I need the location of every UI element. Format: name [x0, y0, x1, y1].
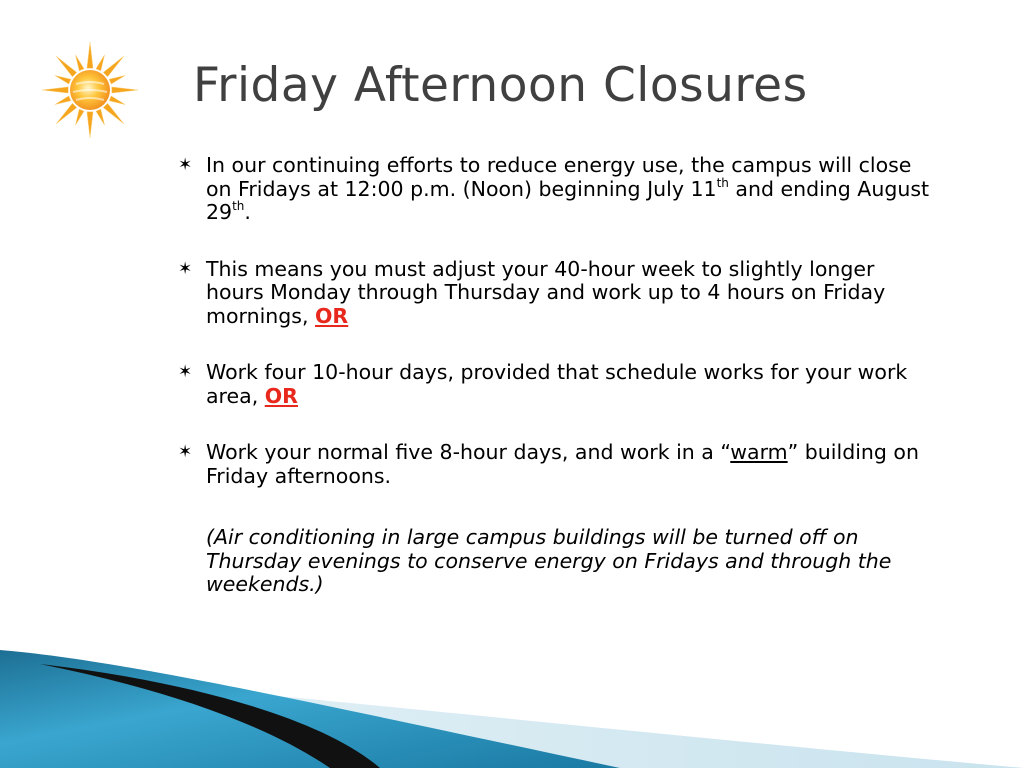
- sun-icon: [40, 40, 140, 140]
- bullet-text: ” building on Friday afternoons.: [206, 440, 919, 488]
- sun-ray: [75, 55, 84, 71]
- bullet-item-normal-days: [178, 441, 938, 488]
- bullet-text: Work four 10-hour days, provided that schedule works for your work area,: [206, 360, 908, 408]
- star-bullet-icon: ✶: [178, 258, 193, 279]
- sun-ray: [55, 75, 71, 84]
- bullet-item-adjust-week: [178, 258, 938, 329]
- bullet-list: [178, 154, 938, 597]
- sun-ray: [42, 87, 68, 93]
- superscript: th: [232, 199, 245, 214]
- sun-ray: [56, 103, 77, 124]
- sun-ray: [103, 56, 124, 77]
- or-emphasis: OR: [315, 303, 349, 328]
- star-bullet-icon: ✶: [178, 442, 193, 462]
- sun-ray: [109, 96, 125, 105]
- sun-ray: [87, 112, 93, 138]
- warm-emphasis: warm: [730, 440, 788, 464]
- sun-ray: [87, 42, 93, 68]
- superscript: th: [716, 175, 729, 190]
- bullet-item-closure-dates: [178, 154, 938, 225]
- sun-ray: [112, 87, 138, 93]
- slide-title: Friday Afternoon Closures: [193, 58, 808, 113]
- bullet-text: .: [244, 200, 251, 224]
- bullet-text: In our continuing efforts to reduce energy use, the campus will close on Fridays at 12:00 p.m. (Noon) beginning July 11: [206, 153, 912, 201]
- bullet-text: Work your normal five 8-hour days, and work in a “: [206, 440, 731, 464]
- bullet-text: This means you must adjust your 40-hour week to slightly longer hours Monday through Thursday and work up to 4 hours on Friday mornings,: [206, 256, 886, 328]
- air-conditioning-note: (Air conditioning in large campus buildings will be turned off on Thursday evenings to conserve energy on Fridays and through the weekends.): [206, 525, 892, 596]
- sun-ray: [109, 75, 125, 84]
- sun-ray: [103, 103, 124, 124]
- sun-ray: [55, 96, 71, 105]
- bullet-item-four-ten-hour-days: [178, 361, 938, 408]
- sun-ray: [96, 109, 105, 125]
- star-bullet-icon: ✶: [178, 362, 193, 382]
- sun-ray: [75, 109, 84, 125]
- bullet-text: and ending August 29: [206, 176, 930, 224]
- sun-ray: [56, 56, 77, 77]
- decorative-swoosh: [0, 620, 1024, 768]
- sun-ray: [96, 55, 105, 71]
- or-emphasis: OR: [264, 383, 298, 408]
- star-bullet-icon: ✶: [178, 155, 193, 175]
